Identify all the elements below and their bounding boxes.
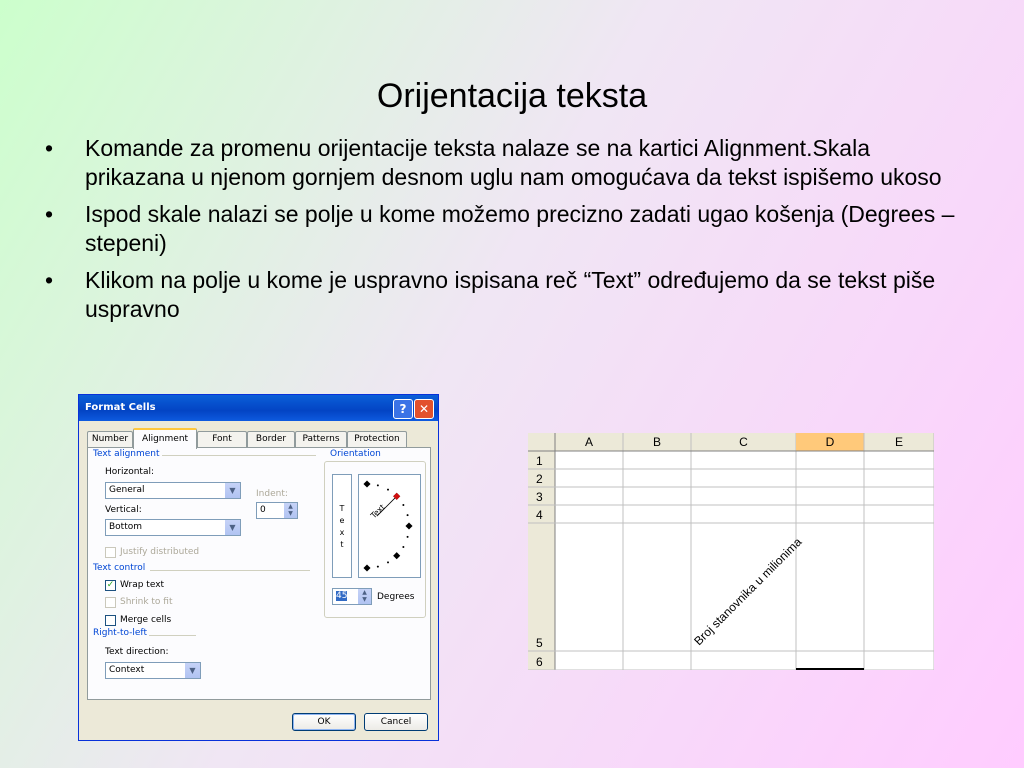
horizontal-select[interactable]: [105, 482, 241, 499]
bullet-text: Komande za promenu orijentacije teksta nalaze se na kartici Alignment.Skala prikazana u njenom gornjem desnom uglu nam omogućava da tekst ispišemo ukoso: [85, 135, 942, 190]
degrees-value: 45: [336, 591, 348, 601]
bullet-item: [40, 200, 970, 258]
dial-tick-minor: [402, 504, 404, 506]
tab-font[interactable]: Font: [197, 431, 247, 447]
bullet-item: [40, 266, 970, 324]
degrees-label: Degrees: [377, 592, 415, 602]
tab-border[interactable]: Border: [247, 431, 295, 447]
shrink-to-fit-checkbox[interactable]: [105, 597, 116, 608]
column-header: A: [584, 435, 594, 449]
rotated-cell-text: Broj stanovnika u milionima: [691, 534, 805, 649]
format-cells-dialog: [78, 394, 439, 741]
justify-distributed-checkbox[interactable]: [105, 547, 116, 558]
dial-tick-minor: [377, 566, 379, 568]
dial-tick-minor: [387, 561, 389, 563]
indent-value: 0: [260, 505, 266, 515]
vertical-label: Vertical:: [105, 505, 142, 515]
column-header: D: [825, 435, 835, 449]
vertical-text-letter: T: [339, 504, 345, 513]
right-to-left-group-label: Right-to-left: [93, 628, 147, 638]
group-divider: [148, 635, 196, 636]
dial-text: Text: [369, 502, 387, 521]
spin-arrows-icon[interactable]: ▲ ▼: [284, 503, 297, 518]
chevron-down-icon[interactable]: ▼: [225, 483, 240, 498]
dial-tick-minor: [407, 514, 409, 516]
text-direction-label: Text direction:: [105, 647, 169, 657]
check-icon: ✓: [106, 580, 115, 590]
dial-tick-major: [393, 552, 400, 559]
vertical-select-value: Bottom: [109, 522, 143, 532]
dial-tick-major: [363, 480, 370, 487]
row-header: 3: [536, 490, 543, 504]
wrap-text-checkbox[interactable]: [105, 580, 116, 591]
cancel-button[interactable]: Cancel: [364, 713, 428, 731]
tab-number[interactable]: Number: [87, 431, 133, 447]
dial-tick-minor: [402, 546, 404, 548]
vertical-text-letter: e: [339, 516, 345, 525]
bullet-item: [40, 134, 970, 192]
vertical-select[interactable]: [105, 519, 241, 536]
horizontal-label: Horizontal:: [105, 467, 154, 477]
bullet-text: Klikom na polje u kome je uspravno ispisana reč “Text” određujemo da se tekst piše uspravno: [85, 267, 936, 322]
dial-tick-minor: [407, 536, 409, 538]
orientation-dial-graphic[interactable]: [359, 475, 420, 577]
justify-distributed-label: Justify distributed: [120, 547, 200, 557]
indent-stepper[interactable]: [256, 502, 298, 519]
group-divider: [160, 455, 316, 456]
row-header: 6: [536, 655, 543, 669]
tab-alignment[interactable]: Alignment: [133, 428, 197, 449]
column-header: C: [739, 435, 748, 449]
chevron-down-icon[interactable]: ▼: [225, 520, 240, 535]
slide-title: Orijentacija teksta: [376, 77, 648, 115]
row-header: 4: [536, 508, 543, 522]
row-header: 2: [536, 472, 543, 486]
bullet-text: Ispod skale nalazi se polje u kome možemo precizno zadati ugao košenja (Degrees – stepeni): [85, 201, 955, 256]
text-control-group-label: Text control: [93, 563, 146, 573]
merge-cells-checkbox[interactable]: [105, 615, 116, 626]
group-divider: [150, 570, 310, 571]
orientation-group-label: Orientation: [330, 449, 381, 459]
degrees-stepper[interactable]: [332, 588, 372, 605]
spreadsheet-grid: [528, 433, 934, 670]
text-alignment-group-label: Text alignment: [93, 449, 160, 459]
text-direction-select[interactable]: [105, 662, 201, 679]
dial-tick-major: [405, 522, 412, 529]
shrink-to-fit-label: Shrink to fit: [120, 597, 173, 607]
bullet-mark: •: [45, 201, 54, 227]
text-direction-value: Context: [109, 665, 145, 675]
alignment-panel: [87, 447, 431, 700]
help-button[interactable]: ?: [393, 399, 413, 419]
tab-patterns[interactable]: Patterns: [295, 431, 347, 447]
dial-tick-major: [363, 564, 370, 571]
row-header: 1: [536, 454, 543, 468]
bullet-mark: •: [45, 267, 54, 293]
vertical-text-toggle[interactable]: [332, 474, 352, 578]
wrap-text-label: Wrap text: [120, 580, 165, 590]
spreadsheet-preview: [528, 433, 934, 670]
vertical-text-letter: t: [340, 540, 344, 549]
dial-tick-minor: [377, 484, 379, 486]
bullet-mark: •: [45, 135, 54, 161]
column-header: E: [894, 435, 904, 449]
indent-label: Indent:: [256, 489, 288, 499]
vertical-text-letter: x: [339, 528, 345, 537]
orientation-dial[interactable]: [358, 474, 421, 578]
chevron-down-icon[interactable]: ▼: [185, 663, 200, 678]
dial-tick-minor: [387, 489, 389, 491]
ok-button[interactable]: OK: [292, 713, 356, 731]
dialog-title-bar[interactable]: [79, 395, 438, 421]
horizontal-select-value: General: [109, 485, 145, 495]
close-button[interactable]: ✕: [414, 399, 434, 419]
spin-arrows-icon[interactable]: ▲ ▼: [358, 589, 371, 604]
column-header: B: [652, 435, 662, 449]
bullet-list: [40, 134, 970, 332]
tab-protection[interactable]: Protection: [347, 431, 407, 447]
merge-cells-label: Merge cells: [120, 615, 172, 625]
dialog-title: Format Cells: [85, 402, 156, 413]
row-header: 5: [536, 636, 543, 650]
